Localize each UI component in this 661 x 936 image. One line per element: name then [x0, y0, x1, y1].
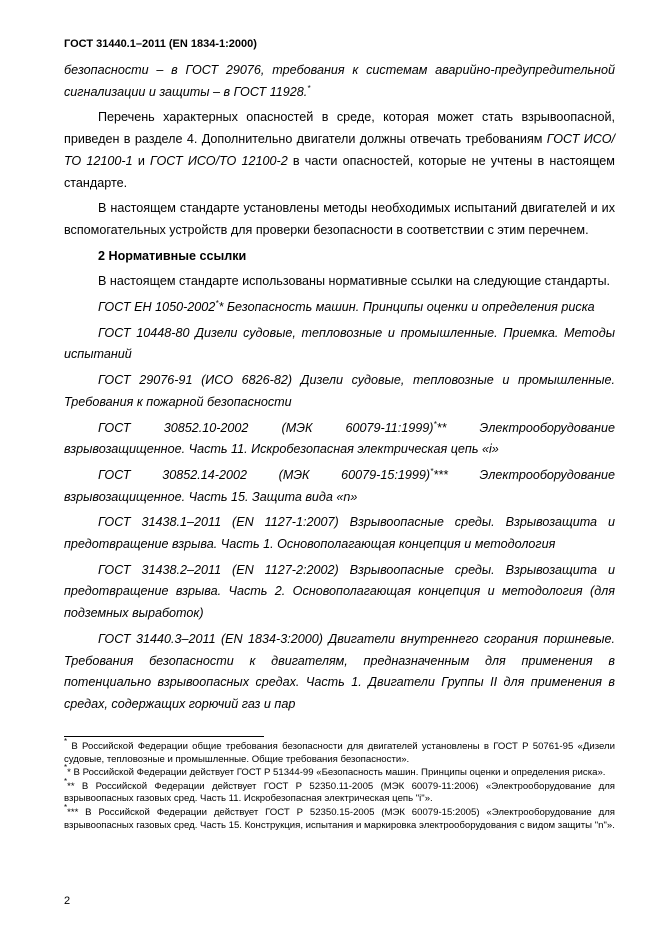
- footnote-text: * В Российской Федерации действует ГОСТ Р 51344-99 «Безопасность машин. Принципы оценки и определения риска».: [67, 767, 606, 779]
- footnote-mark: *: [64, 737, 68, 746]
- reference-text-cont: ** Электрооборудование взрывозащищенное. Часть 11. Искробезопасная электрическая цепь «i»: [64, 420, 615, 457]
- intro-paragraph-2: [64, 107, 615, 194]
- intro-p2-ref-2: ГОСТ ИСО/ТО 12100-2: [150, 153, 288, 168]
- intro-p2-ref-1: ГОСТ ИСО/ТО 12100-1: [64, 132, 616, 168]
- footnote-text: ** В Российской Федерации действует ГОСТ Р 52350.11-2005 (МЭК 60079-11:2006) «Электрооборудование для взрывоопасных газовых сред. Часть 11. Искробезопасная электрическая цепь "i"».: [64, 780, 615, 805]
- reference-text: ГОСТ 31438.2–2011 (EN 1127-2:2002) Взрывоопасные среды. Взрывозащита и предотвращение взрыва. Часть 2. Основополагающая концепция и методология (для подземных выработок): [64, 562, 615, 621]
- footnote-mark: *: [307, 83, 311, 93]
- document-header: ГОСТ 31440.1–2011 (EN 1834-1:2000): [64, 38, 257, 50]
- footnote: [64, 776, 615, 806]
- footnote-mark: *: [64, 802, 68, 812]
- reference-text: ГОСТ 31440.3–2011 (EN 1834-3:2000) Двигатели внутреннего сгорания поршневые. Требования безопасности к двигателям, предназначенным для применения в потенциально взрывоопасных средах. Часть 1. Двигатели Группы II для применения в средах, содержащих горючий газ и пар: [64, 631, 615, 711]
- reference-item: [64, 629, 615, 716]
- intro-paragraph-1: [64, 60, 615, 103]
- section-lead: В настоящем стандарте использованы нормативные ссылки на следующие стандарты.: [98, 274, 611, 289]
- footnotes: [64, 737, 615, 833]
- footnote-divider: [64, 736, 264, 737]
- intro-paragraph-3: В настоящем стандарте установлены методы необходимых испытаний двигателей и их вспомогательных устройств для проверки безопасности в соответствии с этим перечнем.: [64, 201, 615, 237]
- reference-item: [64, 370, 615, 413]
- reference-item: [64, 512, 615, 555]
- footnote-mark: *: [64, 776, 68, 786]
- reference-item: [64, 297, 615, 319]
- reference-text: ГОСТ 10448-80 Дизели судовые, тепловозные и промышленные. Приемка. Методы испытаний: [64, 325, 615, 362]
- intro-p1-text: безопасности – в ГОСТ 29076, требования к системам аварийно-предупредительной сигнализации и защиты – в ГОСТ 11928.: [64, 63, 615, 99]
- footnote-mark: *: [64, 763, 68, 773]
- reference-text: ГОСТ 30852.10-2002 (МЭК 60079-11:1999): [98, 420, 434, 435]
- reference-item: [64, 323, 615, 366]
- footnote: [64, 763, 615, 780]
- main-text: [64, 60, 615, 720]
- footnote-mark: *: [215, 299, 219, 309]
- footnote-mark: *: [430, 466, 434, 476]
- reference-text: ГОСТ 31438.1–2011 (EN 1127-1:2007) Взрывоопасные среды. Взрывозащита и предотвращение взрыва. Часть 1. Основополагающая концепция и методология: [64, 515, 615, 552]
- intro-p2-text-b: в части опасностей, которые не учтены в настоящем стандарте.: [64, 153, 615, 190]
- footnote-text: В Российской Федерации общие требования безопасности для двигателей установлены в ГОСТ Р 50761-95 «Дизели судовые, тепловозные и промышленные. Общие требования безопасности».: [64, 741, 615, 765]
- footnote-mark: *: [433, 419, 437, 429]
- reference-item: [64, 560, 615, 625]
- footnote: [64, 802, 615, 832]
- footnote: [64, 737, 615, 766]
- reference-text: ГОСТ 29076-91 (ИСО 6826-82) Дизели судовые, тепловозные и промышленные. Требования к пожарной безопасности: [64, 373, 615, 409]
- section-heading: 2 Нормативные ссылки: [98, 248, 247, 263]
- reference-item: [64, 465, 615, 508]
- intro-p2-text-a: Перечень характерных опасностей в среде, которая может стать взрывоопасной, приведен в разделе 4. Дополнительно двигатели должны отвечать требованиям: [64, 110, 615, 147]
- reference-text-cont: * Безопасность машин. Принципы оценки и определения риска: [218, 300, 595, 315]
- reference-item: [64, 418, 615, 461]
- page-number: 2: [64, 895, 71, 907]
- reference-text: ГОСТ 30852.14-2002 (МЭК 60079-15:1999): [98, 467, 431, 482]
- reference-text: ГОСТ ЕН 1050-2002: [98, 300, 216, 315]
- reference-text-cont: *** Электрооборудование взрывозащищенное. Часть 15. Защита вида «n»: [64, 467, 616, 504]
- intro-p2-conj: и: [132, 153, 151, 168]
- footnote-text: *** В Российской Федерации действует ГОСТ Р 52350.15-2005 (МЭК 60079-15:2005) «Электрооборудование для взрывоопасных газовых сред. Часть 15. Конструкция, испытания и маркировка электрооборудования с видом защиты "n"».: [64, 806, 615, 831]
